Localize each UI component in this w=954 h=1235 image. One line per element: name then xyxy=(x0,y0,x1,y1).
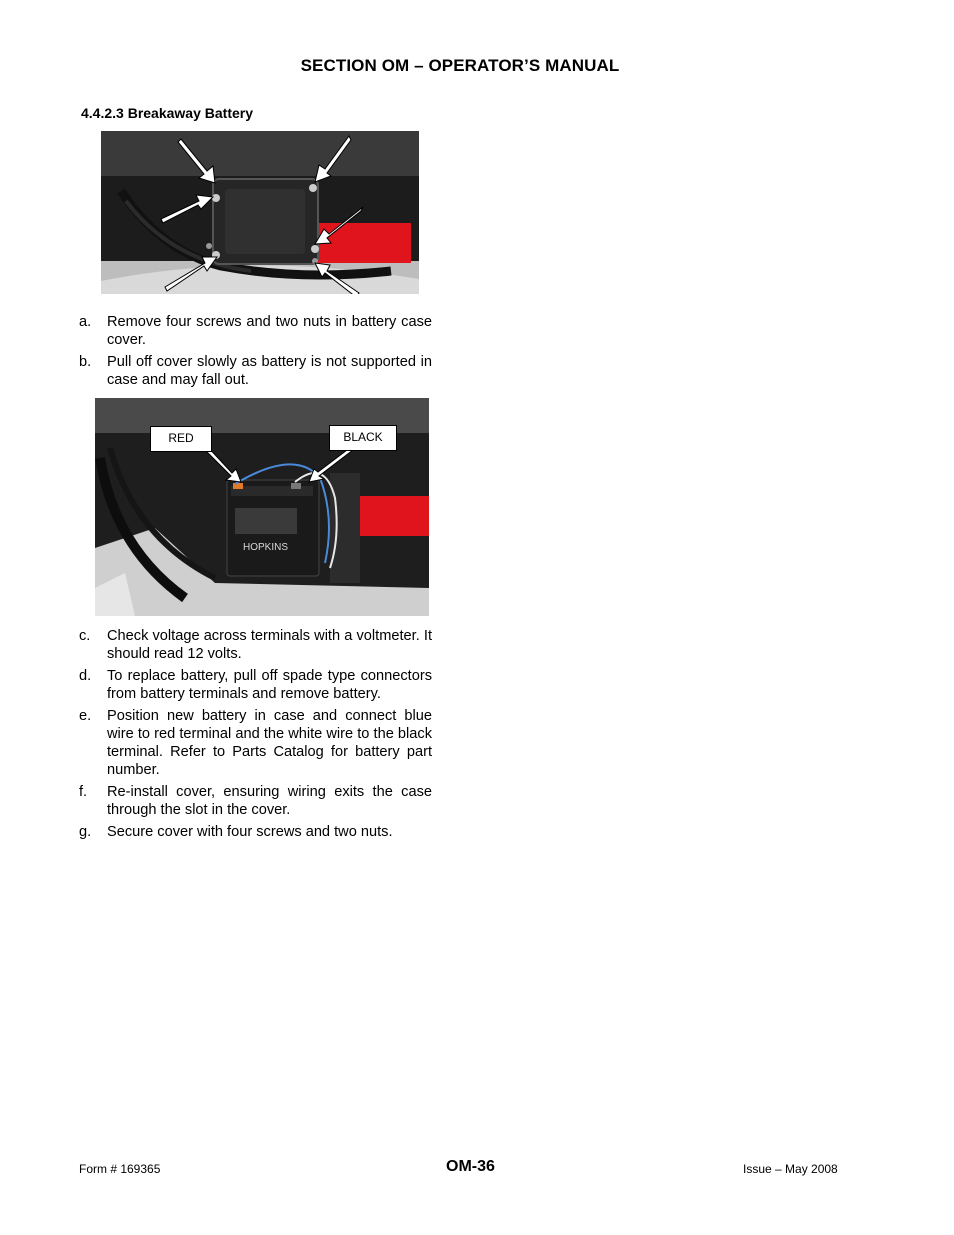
step-item xyxy=(79,823,432,841)
step-letter: g. xyxy=(79,824,92,840)
section-title: SECTION OM – OPERATOR’S MANUAL xyxy=(300,56,620,75)
step-item xyxy=(79,353,432,389)
step-text: Check voltage across terminals with a voltmeter. It should read 12 volts. xyxy=(107,628,432,662)
red-terminal-label: RED xyxy=(150,426,212,452)
step-text: Remove four screws and two nuts in battery case cover. xyxy=(107,314,432,348)
step-letter: c. xyxy=(79,628,91,644)
battery-terminals-photo xyxy=(95,398,429,616)
step-item xyxy=(79,627,432,663)
step-letter: d. xyxy=(79,668,92,684)
step-text: Position new battery in case and connect blue wire to red terminal and the white wire to the black terminal. Refer to Parts Catalog for battery part number. xyxy=(107,708,432,778)
step-text: Secure cover with four screws and two nuts. xyxy=(107,824,393,840)
page-number: OM-36 xyxy=(446,1158,495,1175)
instruction-steps-part2 xyxy=(79,627,432,845)
battery-brand-label: HOPKINS xyxy=(243,542,289,553)
step-item xyxy=(79,783,432,819)
step-item xyxy=(79,707,432,779)
instruction-steps-part1 xyxy=(79,313,432,393)
battery-case-cover-photo xyxy=(101,131,419,294)
step-text: To replace battery, pull off spade type connectors from battery terminals and remove battery. xyxy=(107,668,432,702)
subsection-heading: 4.4.2.3 Breakaway Battery xyxy=(81,105,253,121)
step-text: Re-install cover, ensuring wiring exits the case through the slot in the cover. xyxy=(107,784,432,818)
form-number: Form # 169365 xyxy=(79,1162,161,1176)
step-letter: e. xyxy=(79,708,92,724)
issue-date: Issue – May 2008 xyxy=(743,1162,838,1176)
step-item xyxy=(79,313,432,349)
step-letter: b. xyxy=(79,354,92,370)
black-terminal-label: BLACK xyxy=(329,425,397,451)
step-letter: f. xyxy=(79,784,88,800)
step-text: Pull off cover slowly as battery is not supported in case and may fall out. xyxy=(107,354,432,388)
step-item xyxy=(79,667,432,703)
step-letter: a. xyxy=(79,314,92,330)
